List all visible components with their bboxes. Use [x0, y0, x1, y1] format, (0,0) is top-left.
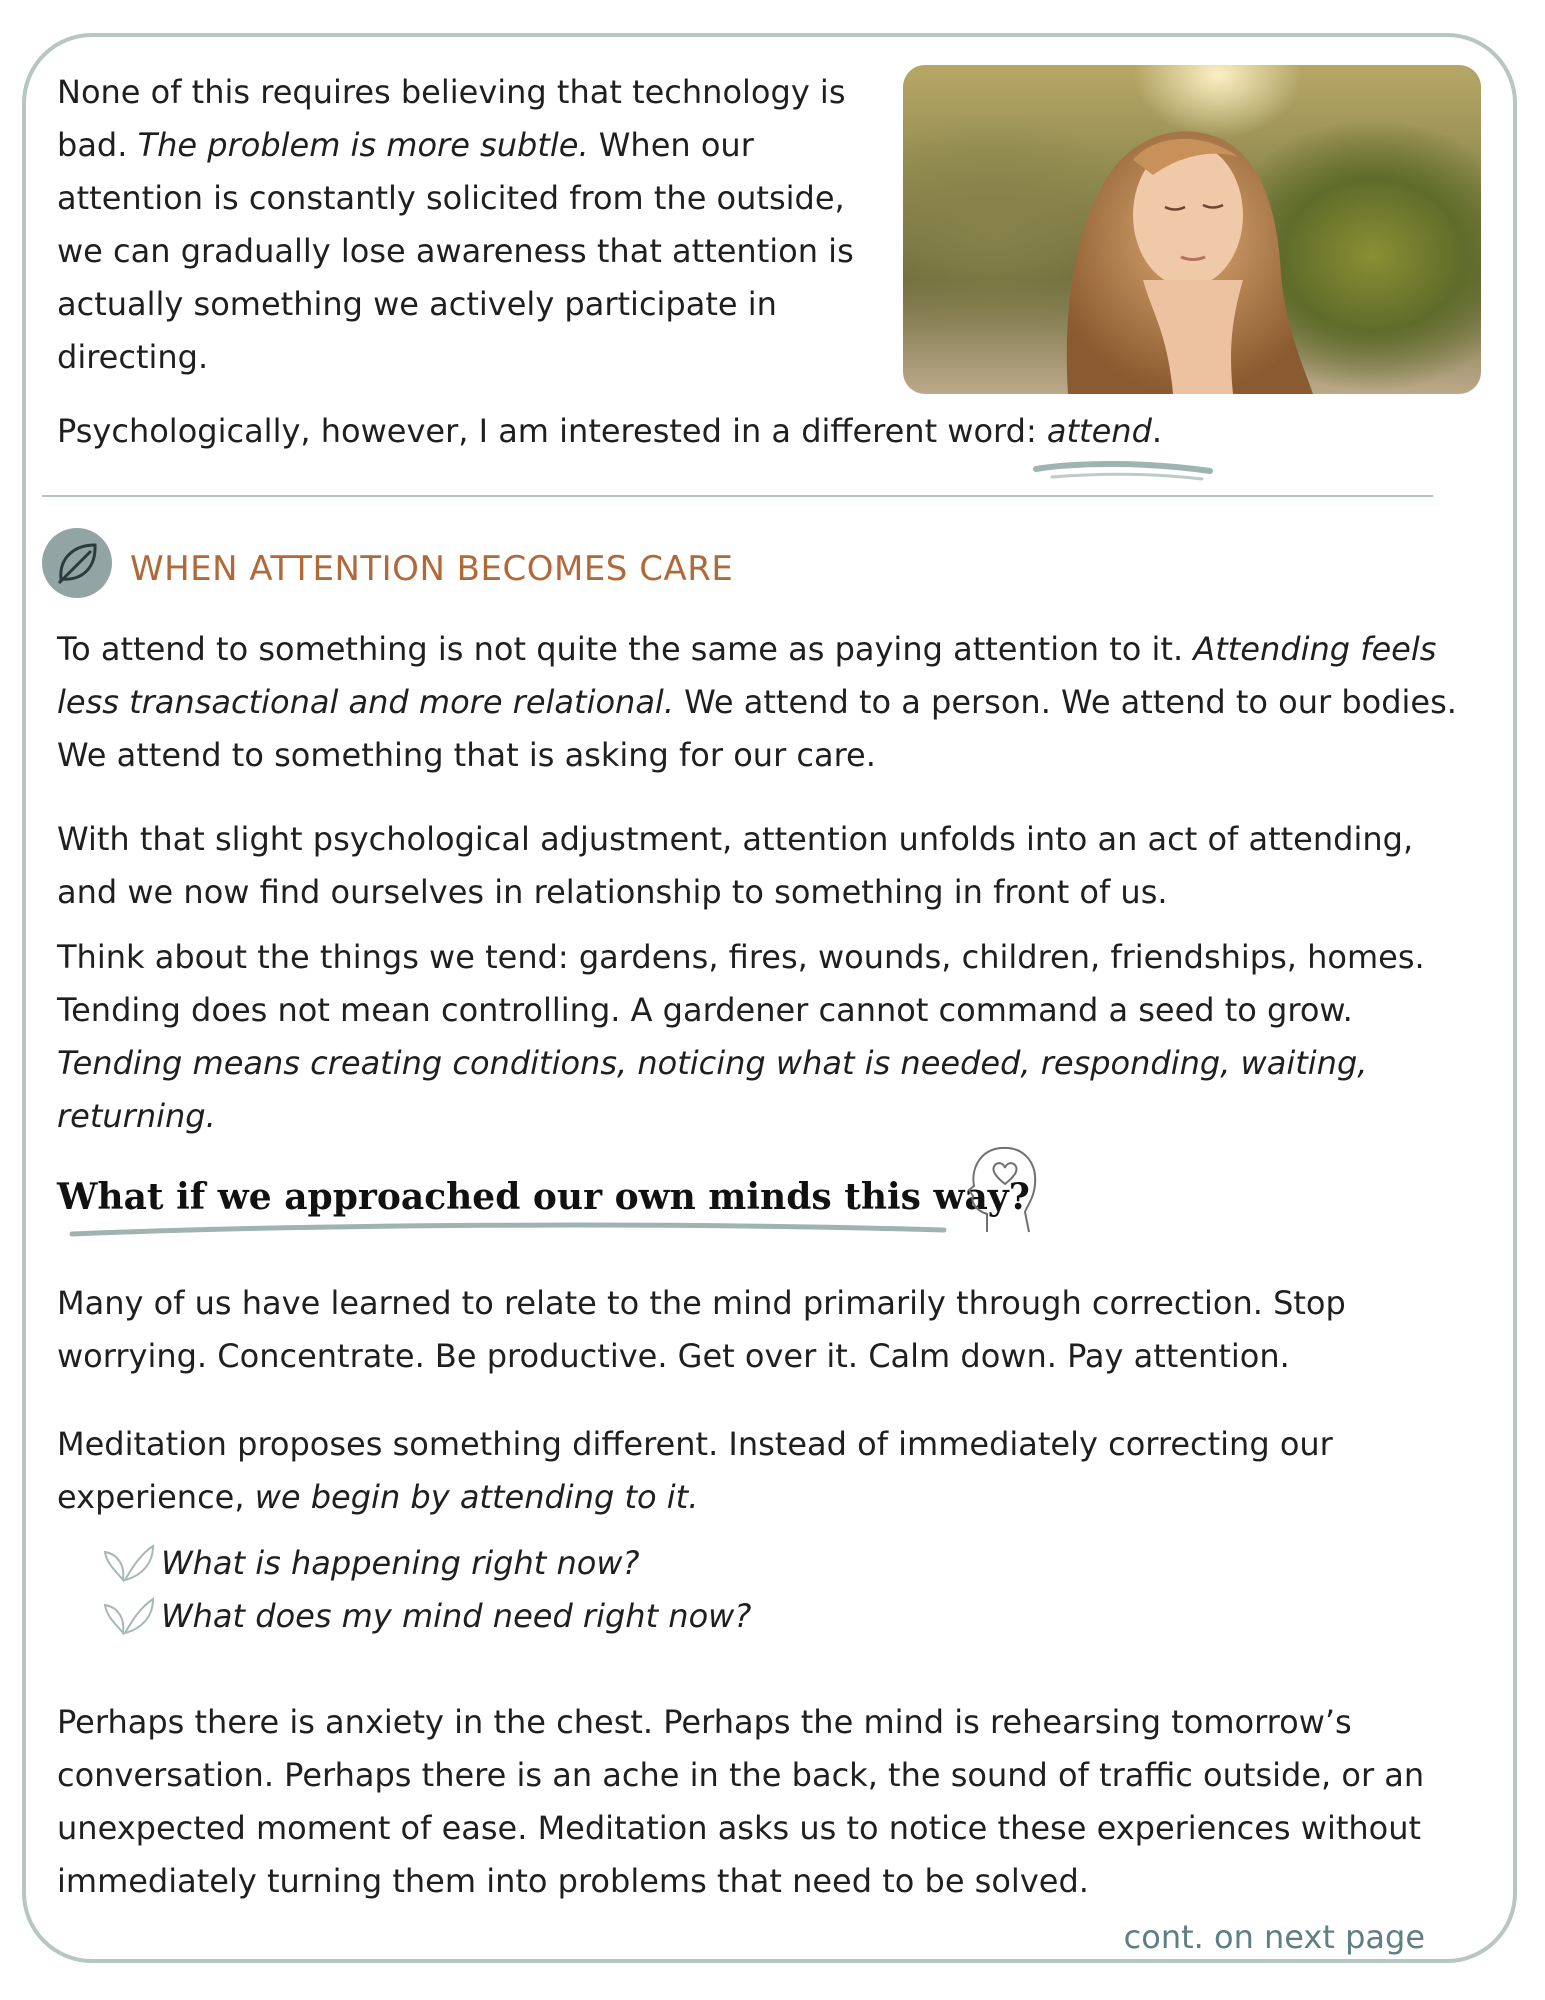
sprout-icon — [103, 1593, 155, 1637]
section-paragraph-2: With that slight psychological adjustment, attention unfolds into an act of attending, and we now find ourselves in relationship to something in front of us. — [57, 820, 1414, 911]
attend-paragraph: Psychologically, however, I am interested in a different word: attend. — [57, 412, 1163, 450]
brush-underline — [1032, 455, 1214, 485]
reflection-question-1: What is happening right now? — [103, 1537, 640, 1590]
body-paragraph-3: Perhaps there is anxiety in the chest. Perhaps the mind is rehearsing tomorrow’s conversation. Perhaps there is an ache in the back, the sound of traffic outside, or an unexpected moment of ease. Meditation asks us to notice these experiences without immediately turning them into problems that need to be solved. — [57, 1703, 1425, 1900]
sprout-icon — [103, 1540, 155, 1584]
section-paragraph-3: Think about the things we tend: gardens, fires, wounds, children, friendships, homes. Tending does not mean controlling. A gardener cannot command a seed to grow. Tending means creating conditions, noticing what is needed, responding, waiting, returning. — [57, 938, 1425, 1135]
reflection-question-2: What does my mind need right now? — [103, 1590, 751, 1643]
body-paragraph-1: Many of us have learned to relate to the mind primarily through correction. Stop worrying. Concentrate. Be productive. Get over it. Calm down. Pay attention. — [57, 1284, 1346, 1375]
section-divider — [42, 495, 1433, 497]
question-heading: What if we approached our own minds this way? — [57, 1176, 1030, 1218]
question-underline — [68, 1218, 948, 1244]
body-paragraph-2: Meditation proposes something different. Instead of immediately correcting our experience, we begin by attending to it. — [57, 1425, 1333, 1516]
leaf-icon — [41, 527, 113, 599]
continued-note: cont. on next page — [1123, 1918, 1425, 1956]
head-heart-icon — [965, 1140, 1040, 1235]
section-heading: WHEN ATTENTION BECOMES CARE — [130, 549, 734, 589]
intro-paragraph: None of this requires believing that technology is bad. The problem is more subtle. When our attention is constantly solicited from the outside, we can gradually lose awareness that attention is actually something we actively participate in directing. — [57, 73, 854, 376]
woman-meditating-photo — [903, 65, 1481, 394]
section-paragraph-1: To attend to something is not quite the same as paying attention to it. Attending feels less transactional and more relational. We attend to a person. We attend to our bodies. We attend to something that is asking for our care. — [57, 630, 1457, 774]
